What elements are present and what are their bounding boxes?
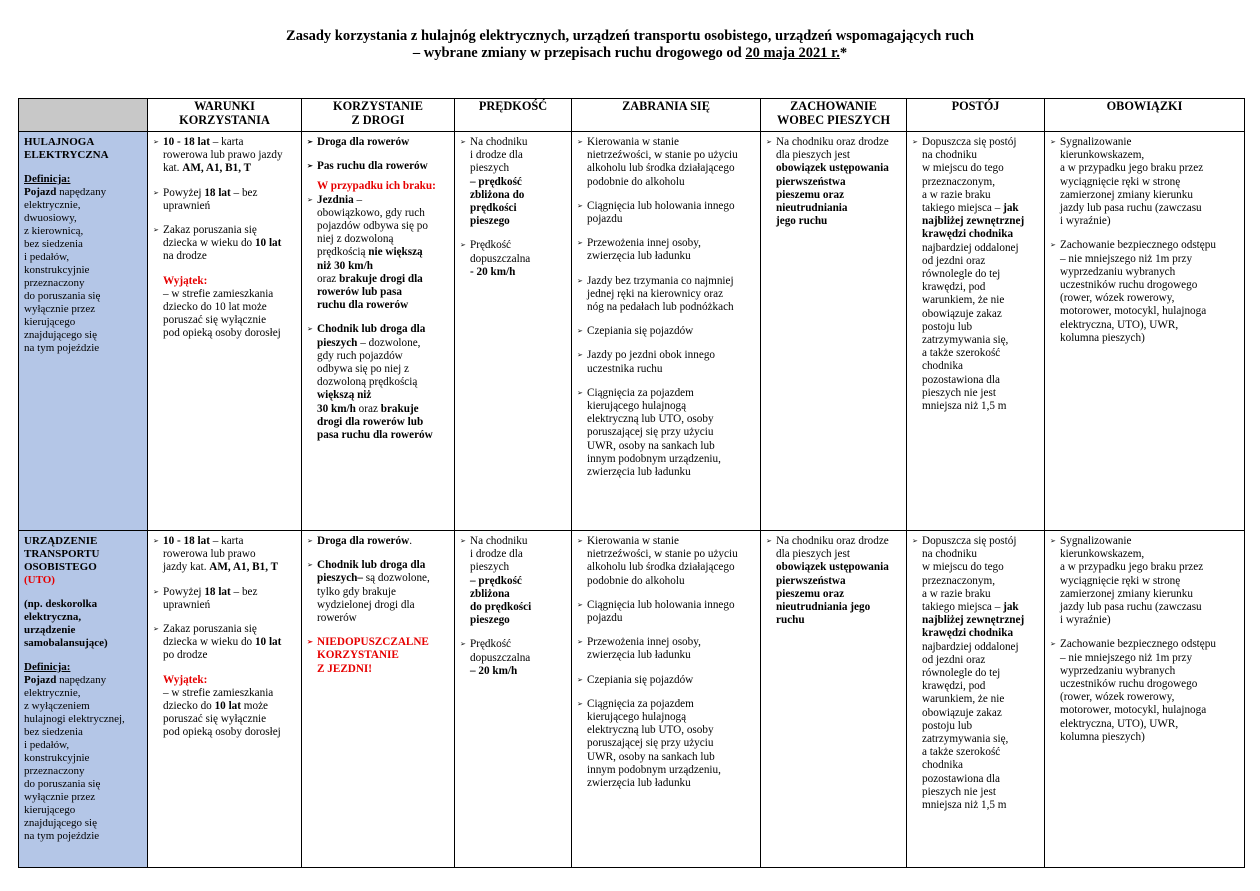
definition-label: Definicja: xyxy=(24,661,71,673)
cell-predkosc-2 xyxy=(455,531,572,868)
header-postoj: POSTÓJ xyxy=(907,99,1045,132)
list-item: ➢ Chodnik lub droga dla pieszych – dozwolone, gdy ruch pojazdów odbywa się po niej z dozwoloną prędkością większą niż 30 km/h oraz brakuje drogi dla rowerów lub pasa ruchu dla rowerów xyxy=(307,323,449,442)
list-item: ➢ Powyżej 18 lat – bez uprawnień xyxy=(153,187,296,213)
cell-postoj-1 xyxy=(907,132,1045,531)
red-warning: ➢ NIEDOPUSZCZALNE KORZYSTANIE Z JEZDNI! xyxy=(307,636,449,676)
list-item: ➢ Na chodniku oraz drodze dla pieszych jest obowiązek ustępowania pierwszeństwa pieszemu oraz nieutrudniania jego ruchu xyxy=(766,136,901,228)
cell-obowiazki-2 xyxy=(1045,531,1245,868)
list-item: ➢ Jazdy po jezdni obok innego uczestnika ruchu xyxy=(577,349,755,375)
list-item: ➢ Dopuszcza się postój na chodniku w miejscu do tego przeznaczonym, a w razie braku takiego miejsca – jak najbliżej zewnętrznej krawędzi chodnika najbardziej oddalonej od jezdni oraz równolegle do tej krawędzi, pod warunkiem, że nie obowiązuje zakaz postoju lub zatrzymywania się, a także szerokość chodnika pozostawiona dla pieszych nie jest mniejsza niż 1,5 m xyxy=(912,535,1039,812)
cell-zabrania-2 xyxy=(572,531,761,868)
exception-label: Wyjątek: xyxy=(163,673,208,686)
list-item: ➢ Prędkość dopuszczalna – 20 km/h xyxy=(460,638,566,678)
list-item: ➢ Ciągnięcia za pojazdem kierującego hulajnogą elektryczną lub UTO, osoby poruszającej się przy użyciu UWR, osoby na sankach lub innym podobnym urządzeniu, zwierzęcia lub ładunku xyxy=(577,698,755,790)
header-korzystanie: KORZYSTANIE Z DROGI xyxy=(302,99,455,132)
list-item: ➢ Ciągnięcia lub holowania innego pojazdu xyxy=(577,599,755,625)
cell-warunki-2: ➢ 10 - 18 lat – karta rowerowa lub prawo jazdy kat. AM, A1, B1, T ➢ Powyżej 18 lat – bez uprawnień ➢ Zakaz poruszania się dziecka w wieku do 10 lat po drodze Wyjątek: – w strefie zamieszkania dziecko do 10 lat może poruszać się wyłącznie pod opieką osoby dorosłej xyxy=(148,531,302,868)
row-head-uto: URZĄDZENIE TRANSPORTU OSOBISTEGO (UTO) (np. deskorolka elektryczna, urządzenie samobalansujące) Definicja: Pojazd napędzany elektrycznie, z wyłączeniem hulajnogi elektrycznej, bez siedzenia i pedałów, konstrukcyjnie przeznaczony do poruszania się wyłącznie przez kierującego znajdującego się na tym pojeździe xyxy=(19,531,148,868)
table-row-uto xyxy=(19,531,1245,868)
table-row-hulajnoga xyxy=(19,132,1245,531)
list-item: ➢ Na chodniku oraz drodze dla pieszych jest obowiązek ustępowania pierwszeństwa pieszemu oraz nieutrudniania jego ruchu xyxy=(766,535,901,627)
red-note: W przypadku ich braku: xyxy=(317,180,436,193)
list-item: ➢ Pas ruchu dla rowerów xyxy=(307,160,449,173)
table-header-row xyxy=(19,99,1245,132)
cell-warunki-1: ➢ 10 - 18 lat – karta rowerowa lub prawo jazdy kat. AM, A1, B1, T ➢ Powyżej 18 lat – bez uprawnień ➢ Zakaz poruszania się dziecka w wieku do 10 lat na drodze Wyjątek: – w strefie zamieszkania dziecko do 10 lat może poruszać się wyłącznie pod opieką osoby dorosłej xyxy=(148,132,302,531)
list-item: ➢ Zachowanie bezpiecznego odstępu – nie mniejszego niż 1m przy wyprzedzaniu wybranych uczestników ruchu drogowego (rower, wózek rowerowy, motorower, motocykl, hulajnoga elektryczna, UTO), UWR, kolumna pieszych) xyxy=(1050,239,1239,345)
list-item: ➢ Jazdy bez trzymania co najmniej jednej ręki na kierownicy oraz nóg na pedałach lub podnóżkach xyxy=(577,275,755,315)
cell-droga-2 xyxy=(302,531,455,868)
cell-predkosc-1 xyxy=(455,132,572,531)
list-item: ➢ Zakaz poruszania się dziecka w wieku do 10 lat na drodze xyxy=(153,224,296,264)
list-item: ➢ Sygnalizowanie kierunkowskazem, a w przypadku jego braku przez wyciągnięcie ręki w stronę zamierzonej zmiany kierunku jazdy lub pasa ruchu (zawczasu i wyraźnie) xyxy=(1050,535,1239,627)
list-item: ➢ Sygnalizowanie kierunkowskazem, a w przypadku jego braku przez wyciągnięcie ręki w stronę zamierzonej zmiany kierunku jazdy lub pasa ruchu (zawczasu i wyraźnie) xyxy=(1050,136,1239,228)
cell-postoj-2 xyxy=(907,531,1045,868)
title-line-2: – wybrane zmiany w przepisach ruchu drogowego od 20 maja 2021 r.* xyxy=(412,45,848,61)
list-item: ➢ Droga dla rowerów. xyxy=(307,535,449,548)
header-obowiazki: OBOWIĄZKI xyxy=(1045,99,1245,132)
header-zabrania: ZABRANIA SIĘ xyxy=(572,99,761,132)
document-title xyxy=(0,28,1260,62)
list-item: ➢ Zachowanie bezpiecznego odstępu – nie mniejszego niż 1m przy wyprzedzaniu wybranych uczestników ruchu drogowego (rower, wózek rowerowy, motorower, motocykl, hulajnoga elektryczna, UTO), UWR, kolumna pieszych) xyxy=(1050,638,1239,744)
cell-piesi-1 xyxy=(761,132,907,531)
list-item: ➢ Przewożenia innej osoby, zwierzęcia lub ładunku xyxy=(577,636,755,662)
exception-label: Wyjątek: xyxy=(163,274,208,287)
list-item: ➢ Czepiania się pojazdów xyxy=(577,674,755,687)
cell-obowiazki-1 xyxy=(1045,132,1245,531)
list-item: ➢ Kierowania w stanie nietrzeźwości, w stanie po użyciu alkoholu lub środka działającego podobnie do alkoholu xyxy=(577,136,755,189)
list-item: ➢ Przewożenia innej osoby, zwierzęcia lub ładunku xyxy=(577,237,755,263)
header-predkosc: PRĘDKOŚĆ xyxy=(455,99,572,132)
list-item: ➢ Dopuszcza się postój na chodniku w miejscu do tego przeznaczonym, a w razie braku takiego miejsca – jak najbliżej zewnętrznej krawędzi chodnika najbardziej oddalonej od jezdni oraz równolegle do tej krawędzi, pod warunkiem, że nie obowiązuje zakaz postoju lub zatrzymywania się, a także szerokość chodnika pozostawiona dla pieszych nie jest mniejsza niż 1,5 m xyxy=(912,136,1039,413)
header-corner xyxy=(19,99,148,132)
list-item: ➢ Czepiania się pojazdów xyxy=(577,325,755,338)
list-item: ➢ Zakaz poruszania się dziecka w wieku do 10 lat po drodze xyxy=(153,623,296,663)
cell-piesi-2 xyxy=(761,531,907,868)
definition-label: Definicja: xyxy=(24,173,71,185)
list-item: ➢ Ciągnięcia za pojazdem kierującego hulajnogą elektryczną lub UTO, osoby poruszającej się przy użyciu UWR, osoby na sankach lub innym podobnym urządzeniu, zwierzęcia lub ładunku xyxy=(577,387,755,479)
list-item: ➢ 10 - 18 lat – karta rowerowa lub prawo jazdy kat. AM, A1, B1, T xyxy=(153,136,296,176)
list-item: ➢ Ciągnięcia lub holowania innego pojazdu xyxy=(577,200,755,226)
list-item: ➢ Na chodniku i drodze dla pieszych – prędkość zbliżona do prędkości pieszego xyxy=(460,535,566,627)
list-item: ➢ Na chodniku i drodze dla pieszych – prędkość zbliżona do prędkości pieszego xyxy=(460,136,566,228)
header-warunki: WARUNKI KORZYSTANIA xyxy=(148,99,302,132)
list-item: ➢ Prędkość dopuszczalna - 20 km/h xyxy=(460,239,566,279)
cell-droga-1 xyxy=(302,132,455,531)
rules-table xyxy=(18,98,1245,868)
list-item: ➢ Droga dla rowerów xyxy=(307,136,449,149)
cell-zabrania-1 xyxy=(572,132,761,531)
list-item: ➢ 10 - 18 lat – karta rowerowa lub prawo jazdy kat. AM, A1, B1, T xyxy=(153,535,296,575)
list-item: ➢ Jezdnia – obowiązkowo, gdy ruch pojazdów odbywa się po niej z dozwoloną prędkością nie większą niż 30 km/h oraz brakuje drogi dla rowerów lub pasa ruchu dla rowerów xyxy=(307,194,449,313)
list-item: ➢ Powyżej 18 lat – bez uprawnień xyxy=(153,586,296,612)
title-line-1: Zasady korzystania z hulajnóg elektrycznych, urządzeń transportu osobistego, urządzeń wspomagających ruch xyxy=(286,28,974,44)
header-zachowanie: ZACHOWANIE WOBEC PIESZYCH xyxy=(761,99,907,132)
row-head-hulajnoga: HULAJNOGA ELEKTRYCZNA Definicja: Pojazd napędzany elektrycznie, dwuosiowy, z kierownicą, bez siedzenia i pedałów, konstrukcyjnie przeznaczony do poruszania się wyłącznie przez kierującego znajdującego się na tym pojeździe xyxy=(19,132,148,531)
list-item: ➢ Kierowania w stanie nietrzeźwości, w stanie po użyciu alkoholu lub środka działającego podobnie do alkoholu xyxy=(577,535,755,588)
title-date: 20 maja 2021 r. xyxy=(745,45,840,61)
list-item: ➢ Chodnik lub droga dla pieszych– są dozwolone, tylko gdy brakuje wydzielonej drogi dla rowerów xyxy=(307,559,449,625)
